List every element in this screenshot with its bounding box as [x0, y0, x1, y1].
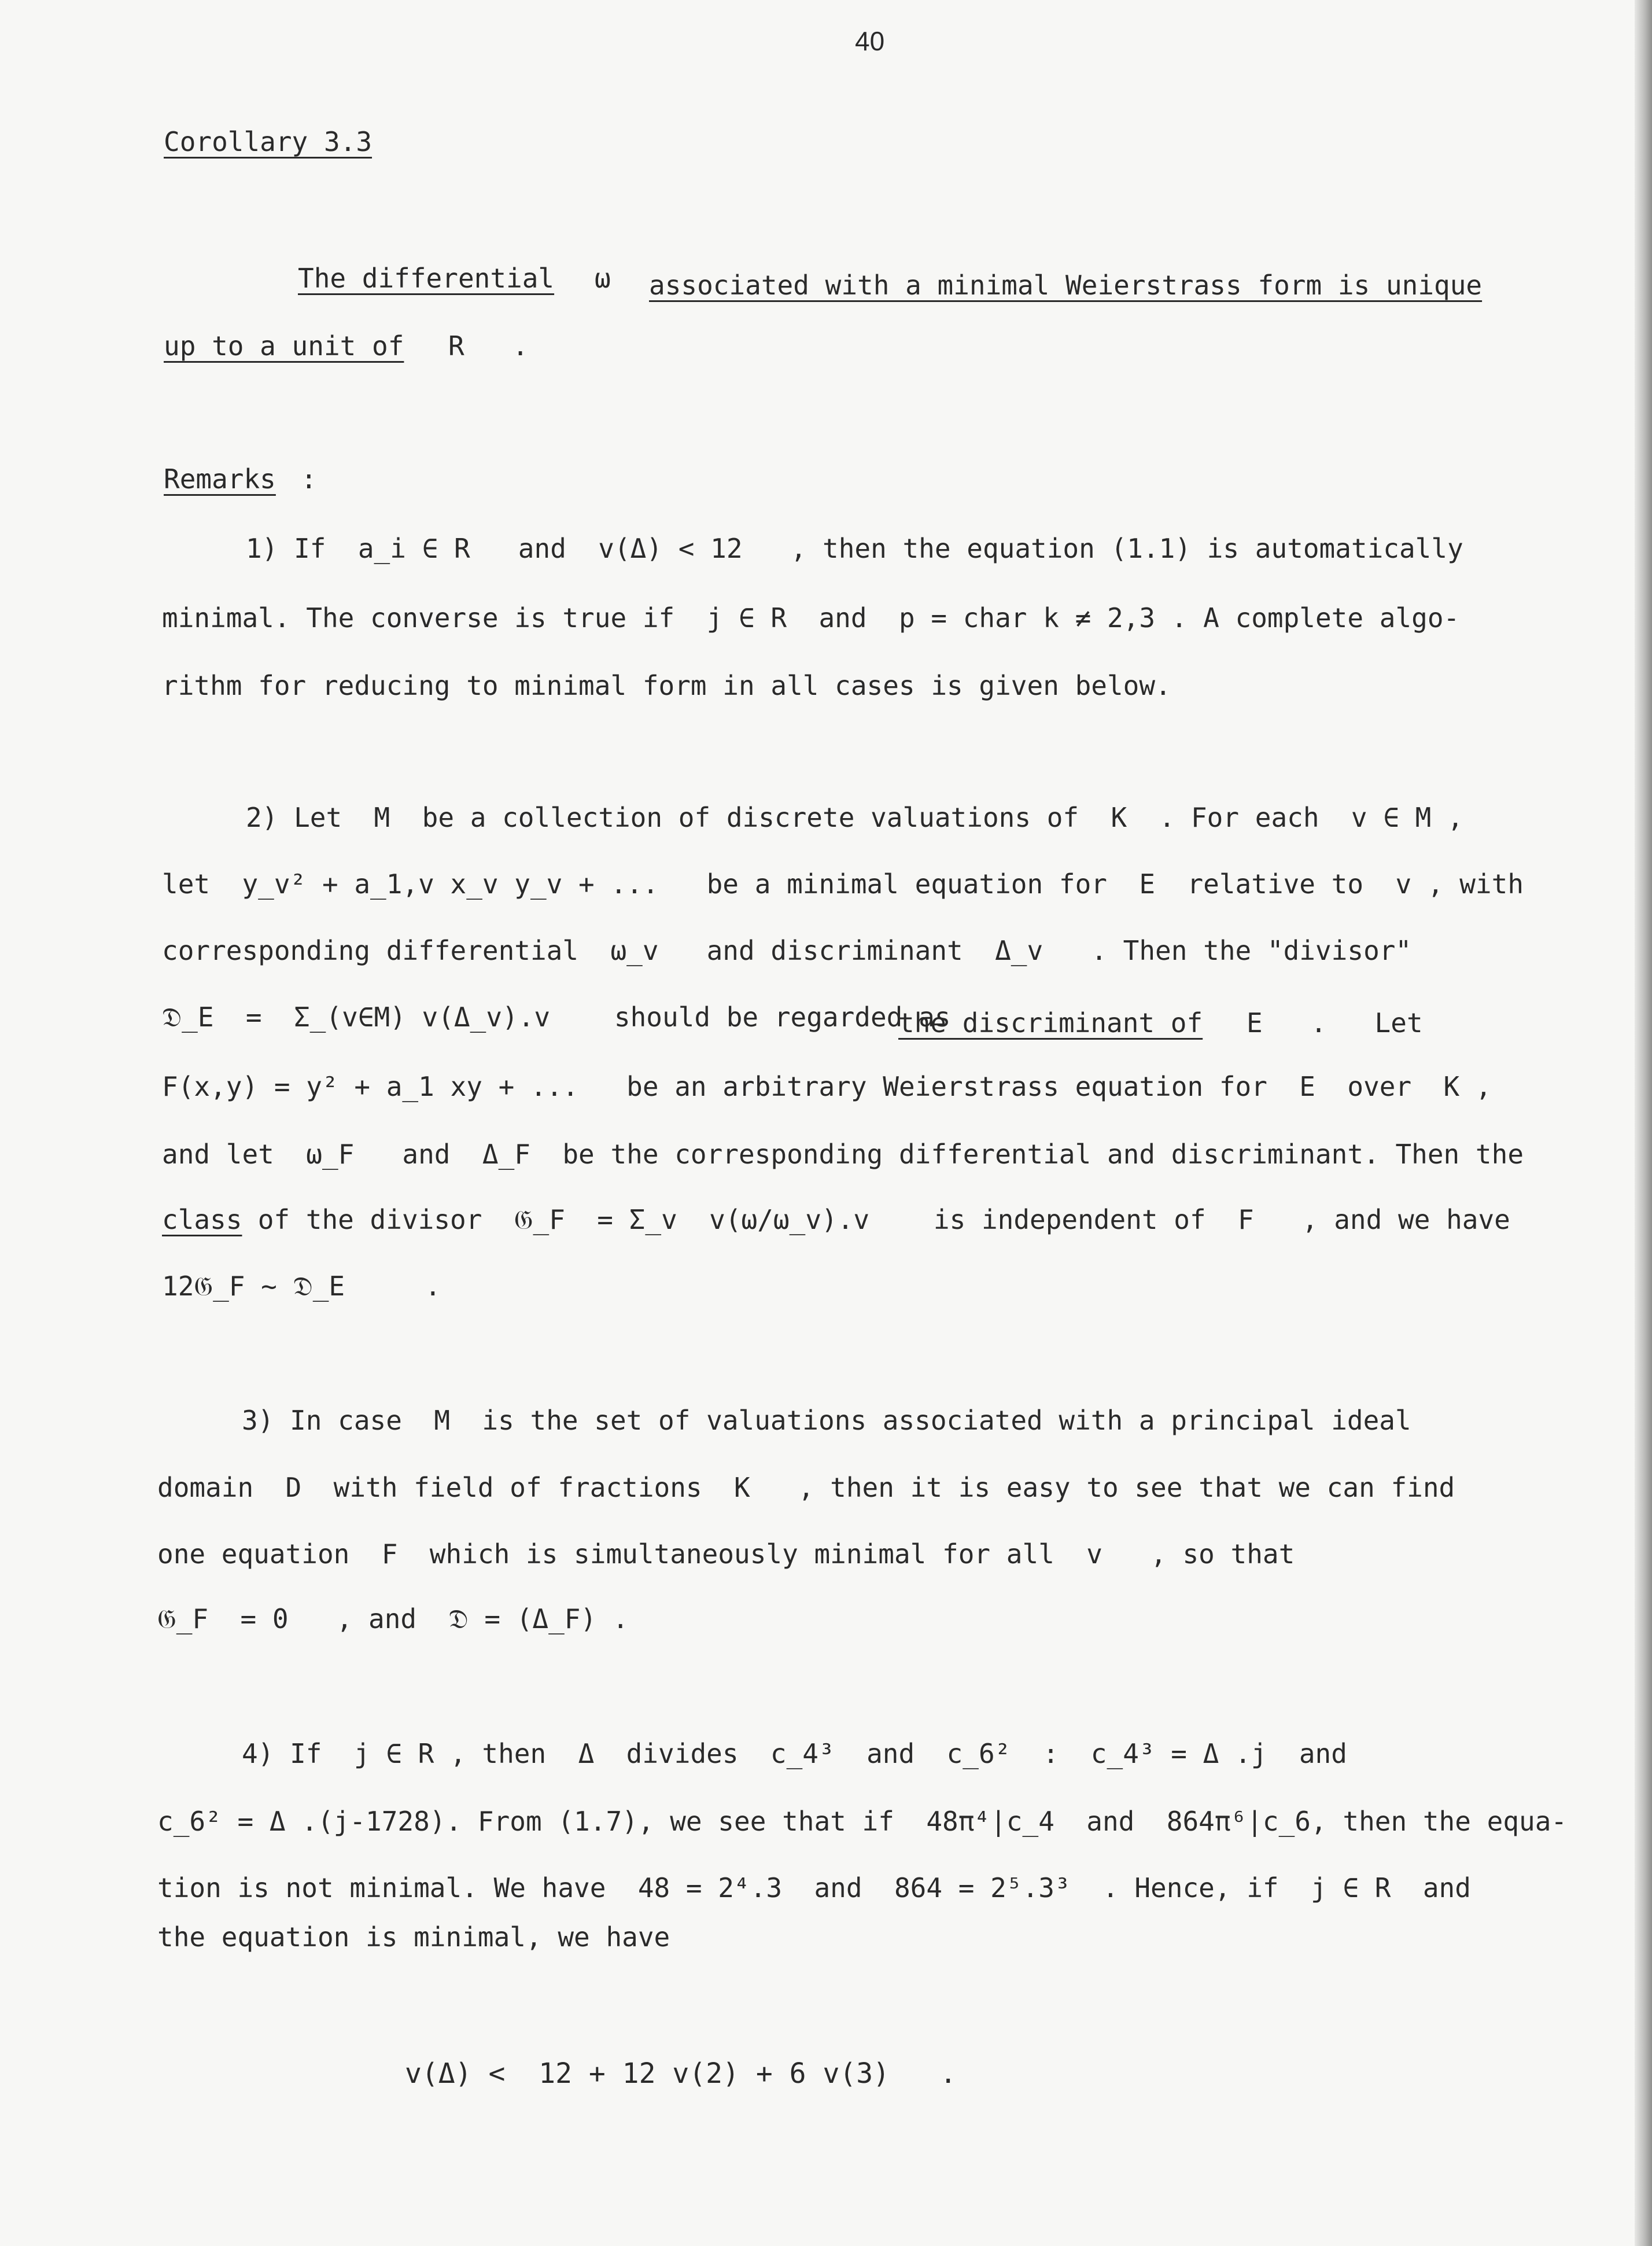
omega-symbol: ω — [595, 263, 611, 294]
remark-2-line-4b: E . Let — [1247, 1007, 1423, 1039]
remark-2-class-word: class — [162, 1204, 242, 1235]
remark-4-line-2: c_6² = Δ .(j-1728). From (1.7), we see that if 48π⁴|c_4 and 864π⁶|c_6, then the equa- — [157, 1806, 1568, 1837]
remark-3-line-4: 𝔊_F = 0 , and 𝔇 = (Δ_F) . — [157, 1603, 629, 1634]
remark-2-line-4a: 𝔇_E = Σ_(v∈M) v(Δ_v).v should be regarded as — [162, 1002, 951, 1033]
corollary-text-part3: up to a unit of — [164, 330, 404, 362]
remark-2-line-2: let y_v² + a_1,v x_v y_v + ... be a minimal equation for E relative to v , with — [162, 868, 1524, 900]
remark-3-line-1: 3) In case M is the set of valuations associated with a principal ideal — [242, 1405, 1411, 1436]
display-inequality: v(Δ) < 12 + 12 v(2) + 6 v(3) . — [405, 2057, 957, 2090]
corollary-text-part1: The differential — [298, 263, 555, 294]
remark-3-line-3: one equation F which is simultaneously minimal for all v , so that — [157, 1538, 1295, 1570]
remark-1-line-2: minimal. The converse is true if j ∈ R and p = char k ≠ 2,3 . A complete algo- — [162, 602, 1460, 634]
corollary-heading: Corollary 3.3 — [164, 126, 373, 157]
remark-2-line-7: of the divisor 𝔊_F = Σ_v v(ω/ω_v).v is independent of F , and we have — [242, 1204, 1510, 1235]
remark-2-underlined-phrase: the discriminant of — [898, 1007, 1203, 1039]
corollary-text-part2: associated with a minimal Weierstrass form is unique — [649, 270, 1483, 301]
remarks-colon: : — [301, 463, 317, 495]
page-edge-shadow — [1635, 0, 1652, 2246]
remark-1-line-3: rithm for reducing to minimal form in all cases is given below. — [162, 670, 1171, 701]
remarks-heading: Remarks — [164, 463, 276, 495]
remark-2-line-1: 2) Let M be a collection of discrete valuations of K . For each v ∈ M , — [246, 802, 1463, 833]
remark-4-line-4: the equation is minimal, we have — [157, 1921, 670, 1953]
remark-2-line-5: F(x,y) = y² + a_1 xy + ... be an arbitrary Weierstrass equation for E over K , — [162, 1071, 1492, 1102]
remark-1-line-1: 1) If a_i ∈ R and v(Δ) < 12 , then the equation (1.1) is automatically — [246, 533, 1463, 564]
corollary-text-part4: R . — [448, 330, 529, 362]
remark-2-line-8: 12𝔊_F ~ 𝔇_E . — [162, 1271, 441, 1302]
page-number: 40 — [855, 26, 885, 56]
remark-4-line-1: 4) If j ∈ R , then Δ divides c_4³ and c_6² : c_4³ = Δ .j and — [242, 1738, 1347, 1769]
remark-2-line-3: corresponding differential ω_v and discriminant Δ_v . Then the "divisor" — [162, 935, 1412, 966]
remark-3-line-2: domain D with field of fractions K , then it is easy to see that we can find — [157, 1472, 1455, 1503]
remark-4-line-3: tion is not minimal. We have 48 = 2⁴.3 and 864 = 2⁵.3³ . Hence, if j ∈ R and — [157, 1872, 1471, 1903]
remark-2-line-6: and let ω_F and Δ_F be the corresponding differential and discriminant. Then the — [162, 1139, 1524, 1170]
